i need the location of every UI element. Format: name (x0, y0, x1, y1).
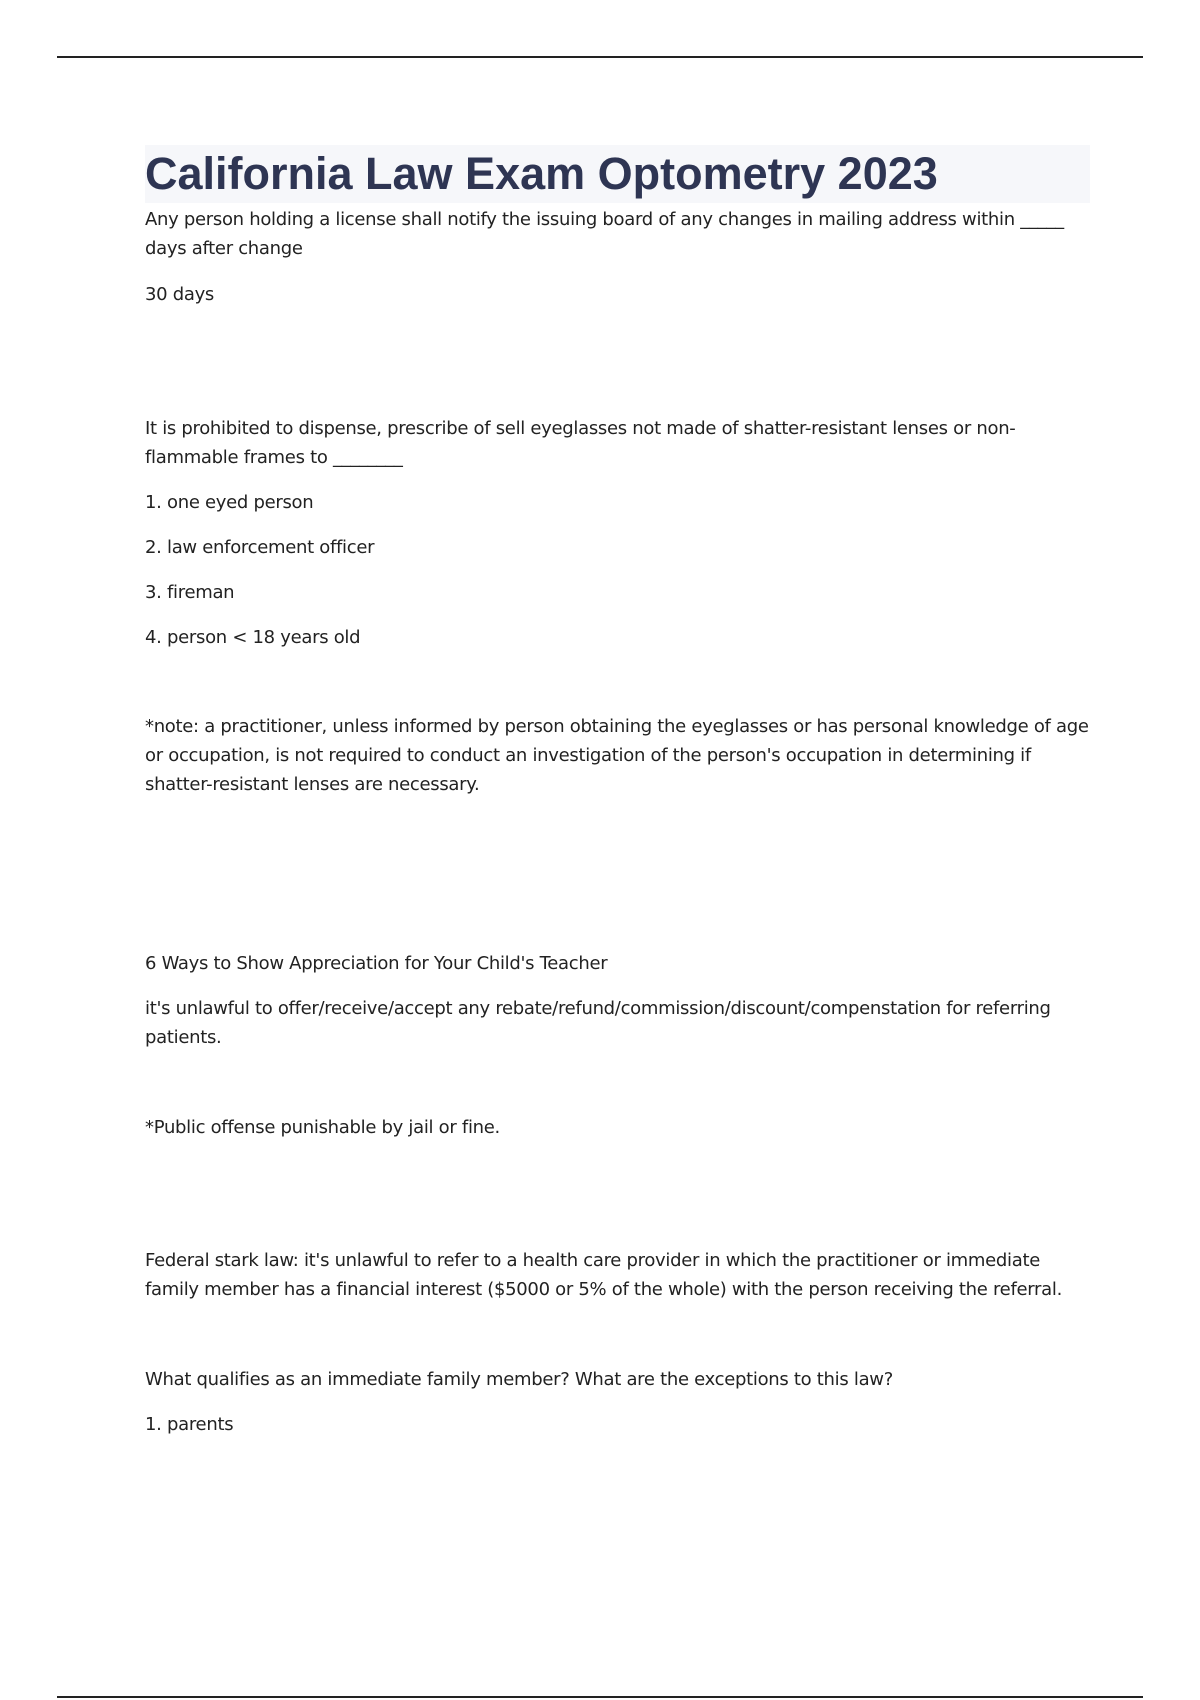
footer-rule (57, 1696, 1143, 1698)
header-rule (57, 56, 1143, 58)
note-practitioner: *note: a practitioner, unless informed by person obtaining the eyeglasses or has personal knowledge of age or occupation, is not required to conduct an investigation of the person's occupation in determining if shatter-resistant lenses are necessary. (145, 716, 1089, 795)
teacher-appreciation-line: 6 Ways to Show Appreciation for Your Child's Teacher (145, 953, 608, 974)
list-item: 2. law enforcement officer (145, 537, 375, 558)
question-shatter-resistant: It is prohibited to dispense, prescribe of sell eyeglasses not made of shatter-resistant lenses or non-flammable frames to ________ (145, 418, 1016, 468)
list-item: 1. one eyed person (145, 492, 314, 513)
document-body (145, 145, 1090, 1439)
family-member-question: What qualifies as an immediate family member? What are the exceptions to this law? (145, 1369, 893, 1390)
rebate-law: it's unlawful to offer/receive/accept any rebate/refund/commission/discount/compenstation for referring patients. (145, 998, 1051, 1048)
public-offense-note: *Public offense punishable by jail or fine. (145, 1117, 500, 1138)
document-title: California Law Exam Optometry 2023 (145, 148, 938, 199)
title-band (145, 145, 1090, 203)
list-item: 3. fireman (145, 582, 235, 603)
question-address-change: Any person holding a license shall notify the issuing board of any changes in mailing address within _____ days after change (145, 209, 1064, 259)
list-item: 4. person < 18 years old (145, 627, 361, 648)
answer-address-change: 30 days (145, 284, 215, 305)
federal-stark-law: Federal stark law: it's unlawful to refer to a health care provider in which the practitioner or immediate family member has a financial interest ($5000 or 5% of the whole) with the person receiving the referral. (145, 1250, 1062, 1300)
list-item: 1. parents (145, 1414, 234, 1435)
